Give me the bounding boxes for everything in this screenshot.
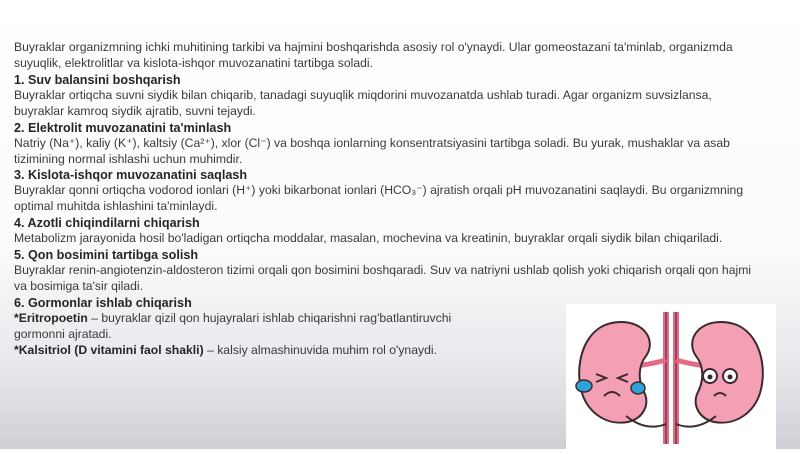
hormone-term: *Kalsitriol (D vitamini faol shakli) xyxy=(14,342,204,357)
section-heading: 3. Kislota-ishqor muvozanatini saqlash xyxy=(14,168,248,183)
section-electrolyte xyxy=(14,120,762,168)
section-text: Buyraklar qonni ortiqcha vodorod ionlari (H⁺) yoki bikarbonat ionlari (HCO₃⁻) ajratish orqali pH muvozanatini saqlaydi. Bu organizmning optimal muhitda ishlashini ta'minlaydi. xyxy=(14,183,744,214)
section-text: Buyraklar ortiqcha suvni siydik bilan chiqarib, tanadagi suyuqlik miqdorini muvozanatda ushlab turadi. Agar organizm suvsizlansa, buyraklar kamroq siydik ajratib, suvni tejaydi. xyxy=(14,87,712,118)
hormone-desc: – kalsiy almashinuvida muhim rol o'ynaydi. xyxy=(203,342,437,357)
section-heading: 5. Qon bosimini tartibga solish xyxy=(14,248,199,263)
section-acid-base xyxy=(14,167,762,215)
section-heading: 2. Elektrolit muvozanatini ta'minlash xyxy=(14,120,232,135)
crying-kidneys-icon xyxy=(566,304,776,449)
section-heading: 1. Suv balansini boshqarish xyxy=(14,72,181,87)
section-text: Natriy (Na⁺), kaliy (K⁺), kaltsiy (Ca²⁺), xlor (Cl⁻) va boshqa ionlarning konsentratsiyasini tartibga soladi. Bu yurak, mushaklar va asab tizimining normal ishlashi uchun muhimdir. xyxy=(14,135,730,166)
hormone-item xyxy=(14,343,504,359)
section-water-balance xyxy=(14,72,762,120)
section-text: Buyraklar renin-angiotenzin-aldosteron tizimi orqali qon bosimini boshqaradi. Suv va natriyni ushlab qolish yoki chiqarish orqali qon hajmi va bosimiga ta'sir qiladi. xyxy=(14,263,752,294)
section-heading: 6. Gormonlar ishlab chiqarish xyxy=(14,295,192,310)
kidney-illustration xyxy=(566,304,776,449)
intro-paragraph: Buyraklar organizmning ichki muhitining tarkibi va hajmini boshqarishda asosiy rol o'ynaydi. Ular gomeostazani ta'minlab, organizmda suyuqlik, elektrolitlar va kislota-ishqor muvozanatini tartibga soladi. xyxy=(14,40,733,70)
hormone-item xyxy=(14,311,504,343)
section-blood-pressure xyxy=(14,247,762,295)
section-nitrogen-waste xyxy=(14,215,762,247)
section-hormones xyxy=(14,295,504,359)
hormone-desc: – buyraklar qizil qon hujayralari ishlab chiqarishni rag'batlantiruvchi gormonni ajratadi. xyxy=(14,310,452,341)
hormone-term: *Eritropoetin xyxy=(14,310,88,325)
section-heading: 4. Azotli chiqindilarni chiqarish xyxy=(14,216,200,231)
section-text: Metabolizm jarayonida hosil bo'ladigan ortiqcha moddalar, masalan, mochevina va kreatinin, buyraklar orqali siydik bilan chiqariladi. xyxy=(14,231,723,246)
